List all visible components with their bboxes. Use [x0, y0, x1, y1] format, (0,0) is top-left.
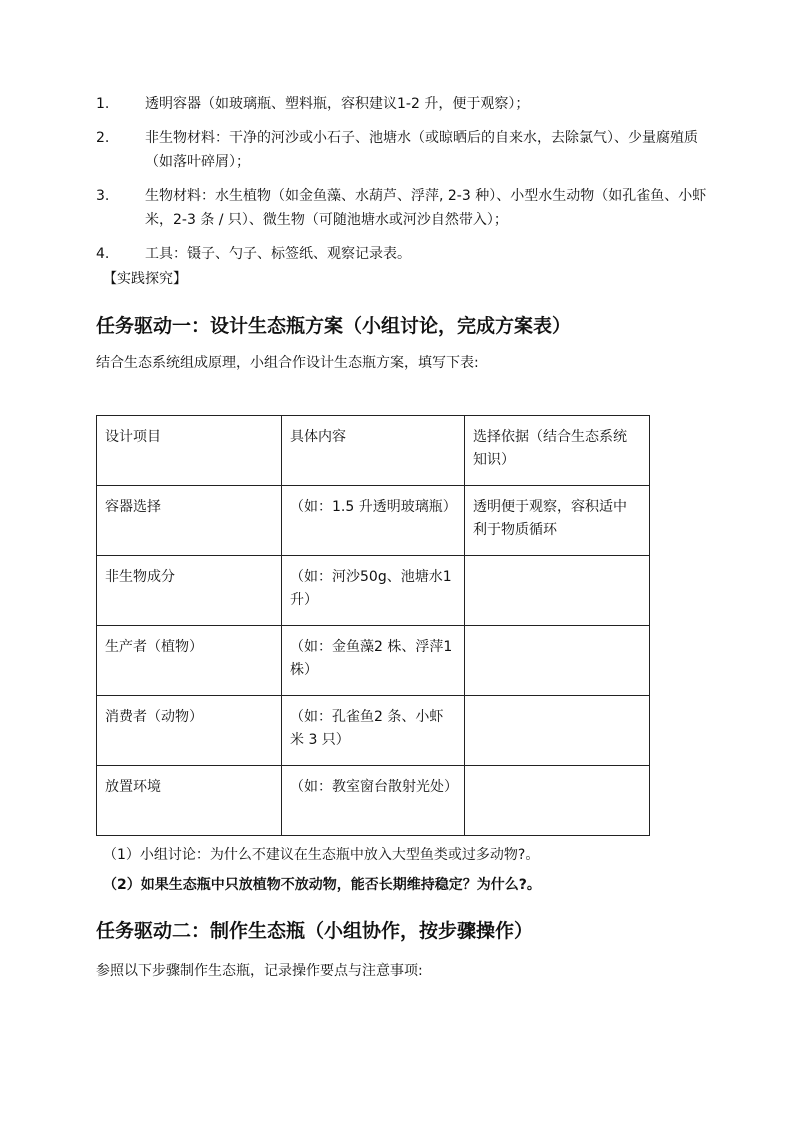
table-row: [97, 486, 650, 556]
list-text: 非生物材料：干净的河沙或小石子、池塘水（或晾晒后的自来水，去除氯气）、少量腐殖质（如落叶碎屑）；: [145, 130, 698, 170]
discussion-question-2: （2）如果生态瓶中只放植物不放动物，能否长期维持稳定？为什么?。: [103, 877, 541, 893]
table-cell: [465, 556, 650, 626]
list-item: [96, 184, 716, 232]
table-row: [97, 556, 650, 626]
list-item: [96, 126, 716, 174]
list-text: 透明容器（如玻璃瓶、塑料瓶，容积建议1-2 升，便于观察）；: [145, 96, 530, 112]
table-cell: 透明便于观察，容积适中利于物质循环: [465, 486, 650, 556]
section-label: 【实践探究】: [103, 271, 187, 287]
table-header-cell: 选择依据（结合生态系统知识）: [465, 416, 650, 486]
list-item: [96, 92, 716, 116]
table-row: [97, 696, 650, 766]
discussion-question-1: （1）小组讨论：为什么不建议在生态瓶中放入大型鱼类或过多动物?。: [103, 847, 540, 863]
table-cell: 放置环境: [97, 766, 282, 836]
task1-heading: 任务驱动一：设计生态瓶方案（小组讨论，完成方案表）: [96, 315, 572, 337]
table-row: [97, 766, 650, 836]
table-header-cell: 具体内容: [282, 416, 465, 486]
table-cell: [465, 626, 650, 696]
task2-heading: 任务驱动二：制作生态瓶（小组协作，按步骤操作）: [96, 920, 534, 942]
table-cell: 非生物成分: [97, 556, 282, 626]
task1-intro: 结合生态系统组成原理，小组合作设计生态瓶方案，填写下表:: [96, 355, 479, 371]
materials-list: [96, 92, 716, 276]
list-text: 工具：镊子、勺子、标签纸、观察记录表。: [145, 246, 411, 262]
list-number: 4.: [96, 246, 110, 262]
table-cell: 消费者（动物）: [97, 696, 282, 766]
table-header-row: [97, 416, 650, 486]
table-cell: （如：河沙50g、池塘水1 升）: [282, 556, 465, 626]
table-cell: （如：1.5 升透明玻璃瓶）: [282, 486, 465, 556]
task2-intro: 参照以下步骤制作生态瓶，记录操作要点与注意事项:: [96, 963, 423, 979]
list-text: 生物材料：水生植物（如金鱼藻、水葫芦、浮萍, 2-3 种）、小型水生动物（如孔雀鱼、小虾米，2-3 条 / 只）、微生物（可随池塘水或河沙自然带入）；: [145, 188, 707, 228]
table-cell: （如：孔雀鱼2 条、小虾米 3 只）: [282, 696, 465, 766]
table-cell: （如：金鱼藻2 株、浮萍1 株）: [282, 626, 465, 696]
table-header-cell: 设计项目: [97, 416, 282, 486]
table-row: [97, 626, 650, 696]
table-cell: （如：教室窗台散射光处）: [282, 766, 465, 836]
design-plan-table: [96, 415, 650, 836]
list-number: 1.: [96, 96, 110, 112]
list-number: 2.: [96, 130, 110, 146]
list-number: 3.: [96, 188, 110, 204]
table-cell: [465, 766, 650, 836]
table-cell: 生产者（植物）: [97, 626, 282, 696]
table-cell: 容器选择: [97, 486, 282, 556]
table-cell: [465, 696, 650, 766]
list-item: [96, 242, 716, 266]
